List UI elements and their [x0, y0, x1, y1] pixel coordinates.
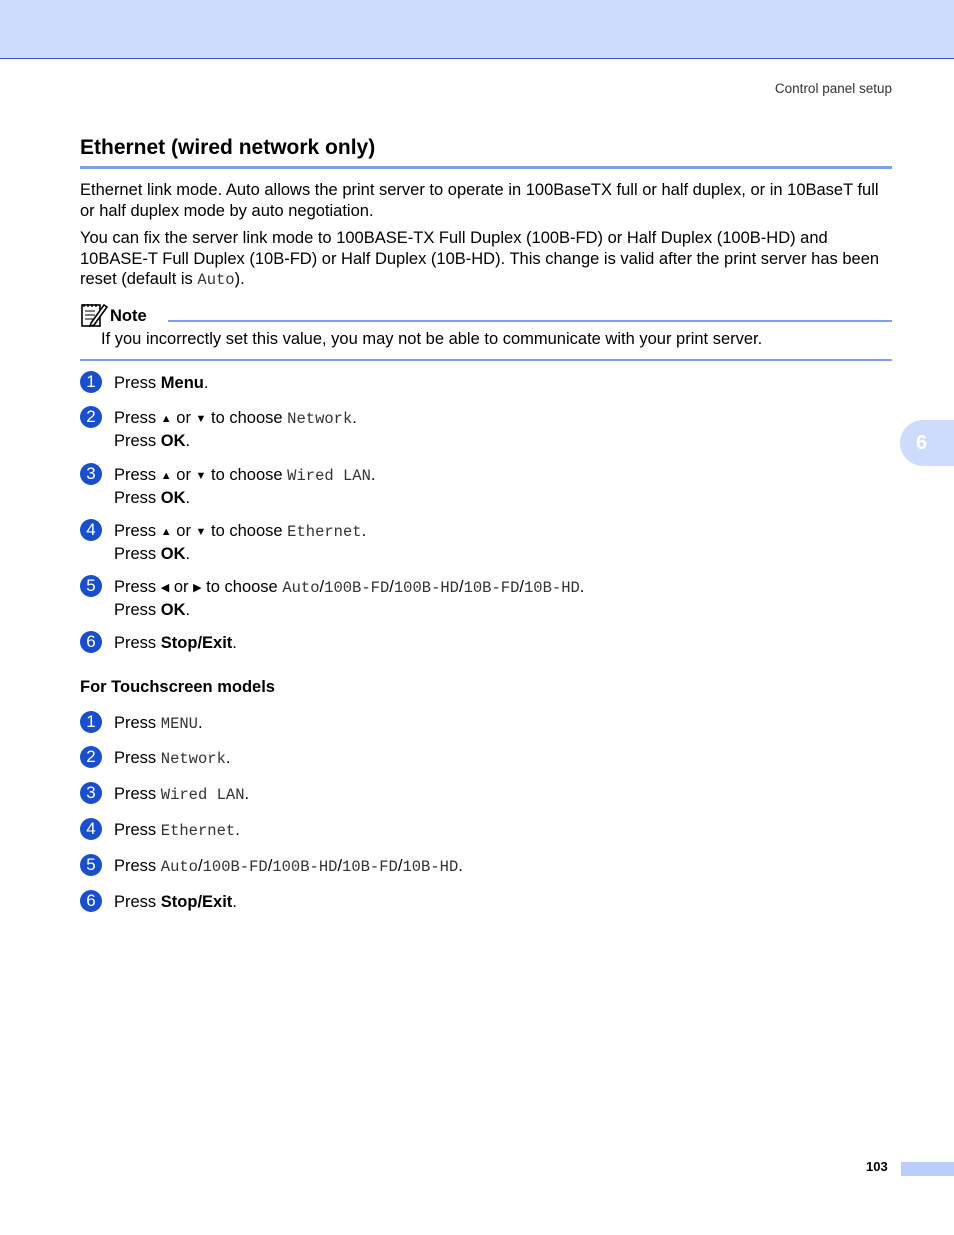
running-head: Control panel setup — [774, 81, 892, 96]
step-number: 2 — [80, 406, 102, 428]
period: . — [185, 600, 191, 619]
up-arrow-icon: ▲ — [160, 526, 172, 538]
link-mode-paragraph — [80, 228, 895, 291]
step-text — [114, 577, 584, 620]
slash: / — [519, 578, 524, 596]
press-word: Press — [114, 634, 157, 652]
period: . — [235, 821, 240, 839]
step-text — [114, 373, 208, 394]
to-choose: to choose — [211, 466, 283, 484]
ok-key: OK — [160, 600, 186, 619]
slash: / — [458, 578, 464, 596]
or-word: or — [176, 522, 191, 540]
step-number: 6 — [80, 631, 102, 653]
step-number: 1 — [80, 711, 102, 733]
menu-option: 100B-FD — [202, 858, 268, 876]
menu-option: 10B-HD — [523, 579, 580, 597]
period: . — [185, 431, 191, 450]
step-number: 2 — [80, 746, 102, 768]
period: . — [361, 522, 367, 540]
period: . — [579, 578, 585, 596]
step-text — [114, 784, 249, 806]
step-text — [114, 465, 375, 508]
press-word: Press — [114, 785, 157, 803]
menu-option: Network — [287, 410, 353, 428]
menu-option: Network — [160, 750, 226, 768]
period: . — [203, 374, 209, 392]
period: . — [352, 409, 357, 427]
press-word: Press — [114, 431, 157, 450]
note-label: Note — [110, 307, 147, 325]
note-icon — [80, 302, 108, 328]
step-number: 6 — [80, 890, 102, 912]
step-number: 3 — [80, 463, 102, 485]
menu-option: 10B-FD — [463, 579, 520, 597]
section-title: Ethernet (wired network only) — [80, 136, 376, 159]
down-arrow-icon: ▼ — [195, 526, 207, 538]
period: . — [232, 893, 237, 911]
stop-exit-key: Stop/Exit — [160, 893, 233, 911]
intro-paragraph: Ethernet link mode. Auto allows the print server to operate in 100BaseTX full or half duplex, or in 10BaseT full or half duplex mode by auto negotiation. — [80, 181, 879, 220]
period: . — [244, 785, 250, 803]
press-word: Press — [114, 821, 157, 839]
note-rule-top — [168, 320, 892, 322]
ok-key: OK — [160, 544, 186, 563]
link-mode-text: You can fix the server link mode to 100BASE-TX Full Duplex (100B-FD) or Half Duplex (100B-HD) and 10BASE-T Full Duplex (10B-FD) or Half Duplex (10B-HD). This change is valid after the print server has been reset (default is — [80, 229, 880, 288]
press-word: Press — [114, 409, 157, 427]
to-choose: to choose — [211, 409, 283, 427]
menu-option: Auto — [282, 579, 320, 597]
link-mode-end: ). — [234, 270, 245, 288]
ok-key: OK — [160, 431, 186, 450]
left-arrow-icon: ◀ — [160, 582, 170, 594]
page-number: 103 — [866, 1159, 888, 1174]
slash: / — [397, 857, 403, 875]
down-arrow-icon: ▼ — [195, 470, 207, 482]
step-text — [114, 820, 240, 842]
stop-exit-key: Stop/Exit — [160, 634, 233, 652]
step-number: 1 — [80, 371, 102, 393]
note-text: If you incorrectly set this value, you may not be able to communicate with your print server. — [101, 330, 763, 348]
ok-key: OK — [160, 488, 186, 507]
menu-option: 100B-HD — [393, 579, 459, 597]
up-arrow-icon: ▲ — [160, 470, 172, 482]
press-word: Press — [114, 466, 157, 484]
chapter-tab: 6 — [900, 420, 954, 466]
step-text — [114, 748, 231, 770]
step-number: 5 — [80, 854, 102, 876]
touchscreen-heading: For Touchscreen models — [80, 678, 275, 696]
menu-option: Wired LAN — [287, 467, 371, 485]
step-text — [114, 713, 203, 735]
period: . — [225, 749, 231, 767]
period: . — [198, 714, 203, 732]
step-number: 4 — [80, 519, 102, 541]
down-arrow-icon: ▼ — [195, 413, 207, 425]
slash: / — [319, 578, 325, 596]
menu-option: Ethernet — [287, 523, 362, 541]
menu-option: 100B-FD — [324, 579, 390, 597]
step-number: 3 — [80, 782, 102, 804]
menu-option: Auto — [160, 858, 198, 876]
step-text — [114, 521, 366, 564]
period: . — [185, 488, 191, 507]
step-number: 5 — [80, 575, 102, 597]
press-word: Press — [114, 857, 157, 875]
press-word: Press — [114, 488, 157, 507]
press-word: Press — [114, 374, 157, 392]
or-word: or — [176, 466, 191, 484]
step-text — [114, 633, 237, 654]
press-word: Press — [114, 893, 157, 911]
press-word: Press — [114, 522, 157, 540]
press-word: Press — [114, 714, 157, 732]
title-rule — [80, 166, 892, 169]
right-arrow-icon: ▶ — [193, 582, 202, 594]
step-text — [114, 892, 237, 913]
slash: / — [337, 857, 343, 875]
menu-option: 10B-FD — [342, 858, 398, 876]
step-text — [114, 856, 463, 878]
press-word: Press — [114, 578, 157, 596]
menu-option: Ethernet — [160, 822, 236, 840]
step-text — [114, 408, 357, 451]
press-word: Press — [114, 600, 157, 619]
press-word: Press — [114, 544, 157, 563]
press-word: Press — [114, 749, 157, 767]
period: . — [232, 634, 237, 652]
to-choose: to choose — [211, 522, 283, 540]
default-value: Auto — [197, 271, 235, 289]
note-rule-bottom — [80, 359, 892, 361]
menu-option: 100B-HD — [272, 858, 338, 876]
header-band — [0, 0, 954, 59]
menu-option: MENU — [160, 715, 198, 733]
or-word: or — [173, 578, 189, 596]
period: . — [370, 466, 376, 484]
slash: / — [198, 857, 203, 875]
menu-key: Menu — [160, 374, 204, 392]
period: . — [185, 544, 191, 563]
up-arrow-icon: ▲ — [160, 413, 172, 425]
or-word: or — [176, 409, 191, 427]
to-choose: to choose — [206, 578, 278, 596]
footer-bar — [901, 1162, 954, 1176]
period: . — [458, 857, 463, 875]
slash: / — [267, 857, 273, 875]
step-number: 4 — [80, 818, 102, 840]
slash: / — [389, 578, 394, 596]
menu-option: Wired LAN — [160, 786, 245, 804]
menu-option: 10B-HD — [402, 858, 459, 876]
